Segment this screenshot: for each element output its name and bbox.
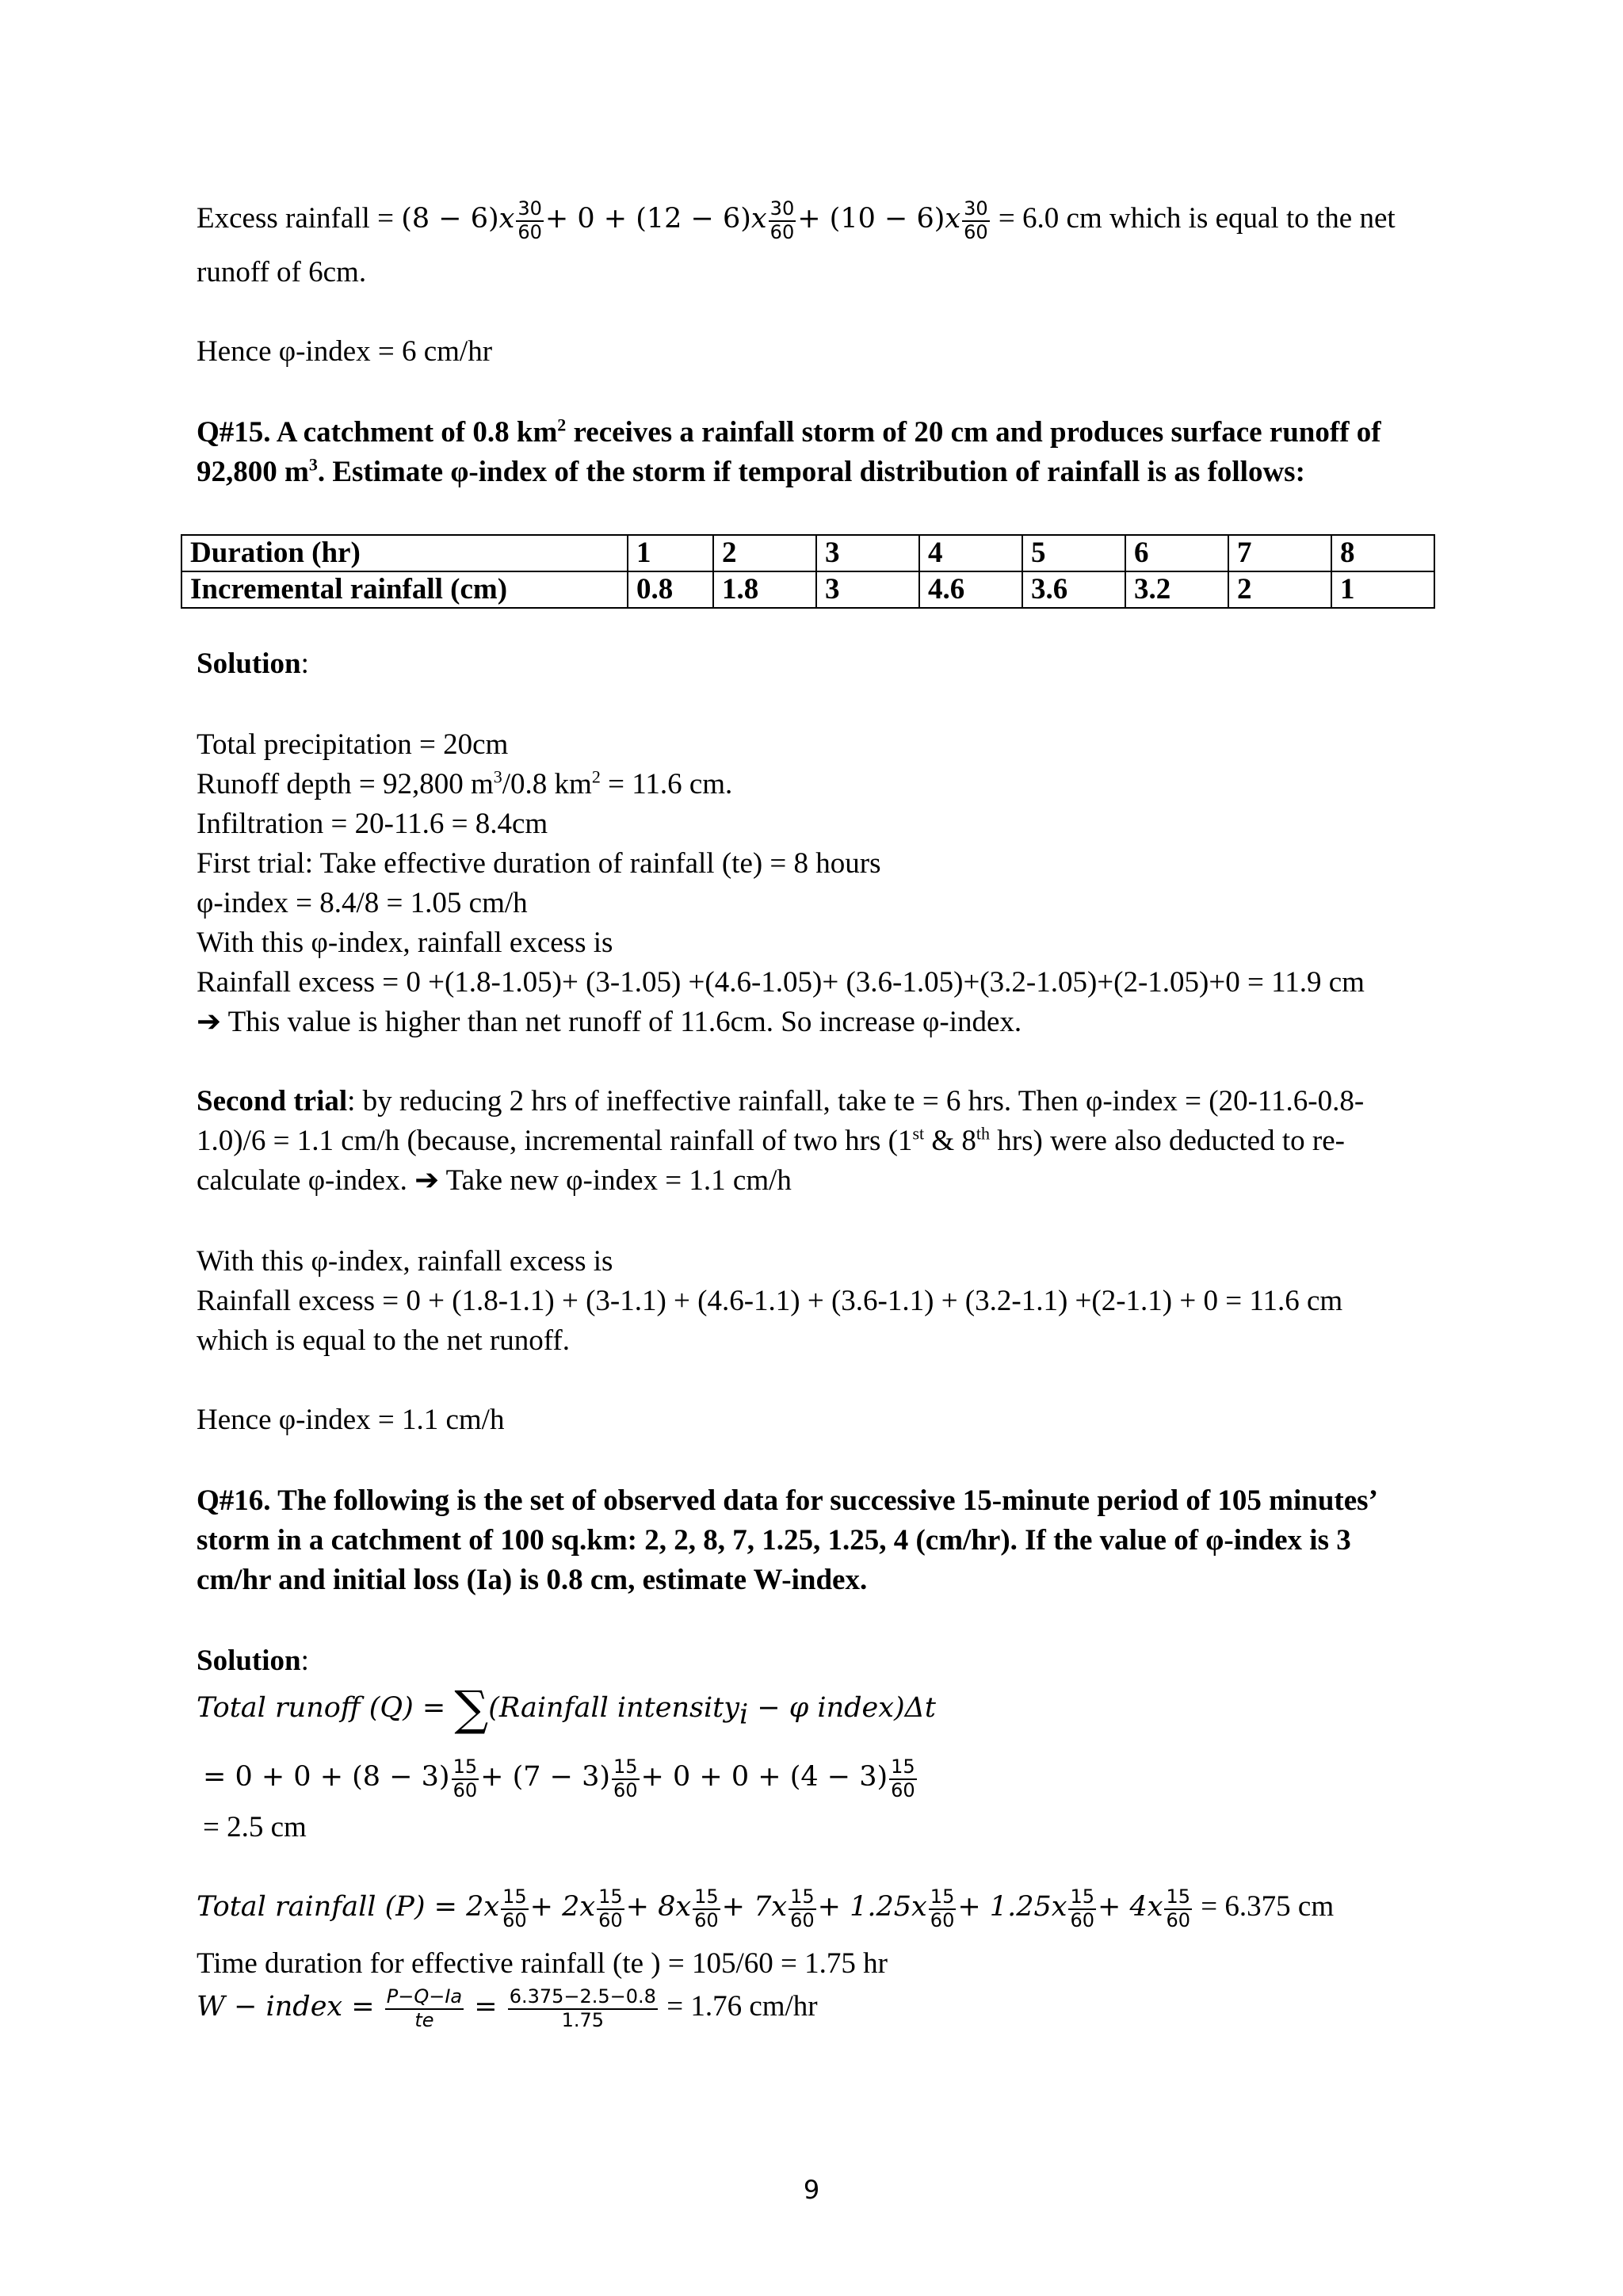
time-duration-line: Time duration for effective rainfall (te ) = 105/60 = 1.75 hr [197, 1947, 888, 1980]
hence-line-2: Hence φ-index = 1.1 cm/h [197, 1404, 505, 1436]
table-cell: 2 [713, 535, 816, 571]
fraction: $\frac{15}{60}$ [1070, 1885, 1095, 1931]
fraction: $\frac{P-Q-Ia}{te}$ [386, 1985, 463, 2031]
table-cell: 7 [1228, 535, 1331, 571]
excess-suffix: = 6.0 cm which is equal to the net [998, 202, 1396, 235]
table-cell: 3 [816, 535, 919, 571]
runoff-expression: = 0 + 0 + (8 − 3) $\frac{15}{60}$ + (7 − 3) $\frac{15}{60}$ + 0 + 0 + (4 − 3) $\frac{15}{60}$ [203, 1755, 915, 1801]
table-cell: 1.8 [713, 571, 816, 608]
second-trial-line1: Second trial: by reducing 2 hrs of ineffective rainfall, take te = 6 hrs. Then φ-index = (20-11.6-0.8- [197, 1085, 1365, 1117]
q15-text-line: Rainfall excess = 0 +(1.8-1.05)+ (3-1.05) +(4.6-1.05)+ (3.6-1.05)+(3.2-1.05)+(2-1.05)+0 = 11.9 cm [197, 966, 1365, 999]
fraction: $\frac{15}{60}$ [502, 1885, 527, 1931]
table-cell: 1 [1331, 571, 1434, 608]
table-cell: Incremental rainfall (cm) [181, 571, 628, 608]
table-cell: 1 [628, 535, 713, 571]
page-number: 9 [803, 2175, 820, 2205]
fraction: $\frac{30}{60}$ [769, 197, 795, 243]
fraction: $\frac{15}{60}$ [613, 1755, 638, 1801]
table-row [181, 571, 1434, 608]
fraction: $\frac{15}{60}$ [930, 1885, 955, 1931]
fraction: $\frac{15}{60}$ [453, 1755, 478, 1801]
table-row [181, 535, 1434, 571]
q15-text-line: First trial: Take effective duration of rainfall (te) = 8 hours [197, 847, 881, 880]
math-term: + 0 + (12 − 6) [544, 203, 751, 235]
q15-text-line: Total precipitation = 20cm [197, 728, 509, 761]
q15-text-line: ➔ This value is higher than net runoff of 11.6cm. So increase φ-index. [197, 1006, 1022, 1038]
q15-solution-label: Solution: [197, 648, 309, 680]
table-cell: 3.6 [1022, 571, 1125, 608]
excess2-line2: Rainfall excess = 0 + (1.8-1.1) + (3-1.1) + (4.6-1.1) + (3.6-1.1) + (3.2-1.1) +(2-1.1) + 0 = 11.6 cm [197, 1285, 1343, 1317]
table-cell: 3.2 [1125, 571, 1228, 608]
rainfall-table [181, 534, 1435, 609]
q15-line1: Q#15. A catchment of 0.8 $km^2$ receives a rainfall storm of 20 cm and produces surface runoff of [197, 415, 1381, 449]
math-var: x [750, 203, 767, 235]
fraction: $\frac{15}{60}$ [891, 1755, 915, 1801]
sigma-symbol: ∑ [454, 1681, 489, 1736]
table-cell: 6 [1125, 535, 1228, 571]
runoff-result: = 2.5 cm [203, 1811, 307, 1843]
table-cell: 4 [919, 535, 1022, 571]
table-cell: 0.8 [628, 571, 713, 608]
math-term: (8 − 6) [401, 203, 499, 235]
excess-prefix: Excess rainfall = [197, 202, 402, 235]
excess2-line3: which is equal to the net runoff. [197, 1324, 570, 1357]
fraction: $\frac{15}{60}$ [1166, 1885, 1191, 1931]
fraction: $\frac{30}{60}$ [517, 197, 542, 243]
q15-text-line: Infiltration = 20-11.6 = 8.4cm [197, 808, 548, 840]
q15-text-line: φ-index = 8.4/8 = 1.05 cm/h [197, 887, 528, 919]
fraction: $\frac{30}{60}$ [964, 197, 988, 243]
fraction: $\frac{15}{60}$ [694, 1885, 719, 1931]
total-runoff-formula: Total runoff (Q) = ∑(Rainfall intensity$_i$ − φ index)Δt [197, 1681, 936, 1736]
q15-text-line: With this φ-index, rainfall excess is [197, 926, 613, 959]
second-trial-line2: 1.0)/6 = 1.1 cm/h (because, incremental rainfall of two hrs (1st & 8th hrs) were also deducted to re- [197, 1123, 1345, 1157]
excess-line2: runoff of 6cm. [197, 256, 367, 288]
fraction: $\frac{6.375-2.5-0.8}{1.75}$ [509, 1985, 656, 2031]
q16-line3: cm/hr and initial loss (Ia) is 0.8 cm, estimate W-index. [197, 1564, 868, 1596]
w-index-formula: W − index = $\frac{P-Q-Ia}{te}$ = $\frac{6.375-2.5-0.8}{1.75}$ = 1.76 cm/hr [197, 1985, 818, 2031]
q15-line2: 92,800 $m^3$. Estimate φ-index of the storm if temporal distribution of rainfall is as follows: [197, 454, 1305, 488]
runoff-depth-line: Runoff depth = 92,800 $m^3/0.8$ $km^2 = 11.6$ cm. [197, 766, 733, 800]
table-cell: 2 [1228, 571, 1331, 608]
table-cell: 3 [816, 571, 919, 608]
excess2-line1: With this φ-index, rainfall excess is [197, 1245, 613, 1278]
hence-line-1: Hence φ-index = 6 cm/hr [197, 335, 493, 368]
fraction: $\frac{15}{60}$ [598, 1885, 623, 1931]
q16-line1: Q#16. The following is the set of observed data for successive 15-minute period of 105 minutes’ [197, 1484, 1378, 1517]
excess-rainfall-line [197, 198, 1396, 243]
table-cell: 8 [1331, 535, 1434, 571]
math-term: + (10 − 6) [797, 203, 945, 235]
math-var: x [498, 203, 515, 235]
table-cell: Duration (hr) [181, 535, 628, 571]
math-var: x [945, 203, 961, 235]
fraction: $\frac{15}{60}$ [790, 1885, 815, 1931]
q16-solution-label: Solution: [197, 1645, 309, 1677]
second-trial-line3: calculate φ-index. ➔ Take new φ-index = 1.1 cm/h [197, 1164, 792, 1197]
table-cell: 4.6 [919, 571, 1022, 608]
q16-line2: storm in a catchment of 100 sq.km: 2, 2, 8, 7, 1.25, 1.25, 4 (cm/hr). If the value of φ-index is 3 [197, 1524, 1351, 1557]
table-cell: 5 [1022, 535, 1125, 571]
total-rainfall-formula: Total rainfall (P) = 2x $\frac{15}{60}$ + 2x $\frac{15}{60}$ + 8x $\frac{15}{60}$ + 7x $\frac{15}{60}$ + 1.25x $\frac{15}{60}$ + 1.25x $\frac{15}{60}$ + 4x $\frac{15}{60}$ = 6.375 cm [197, 1885, 1335, 1931]
